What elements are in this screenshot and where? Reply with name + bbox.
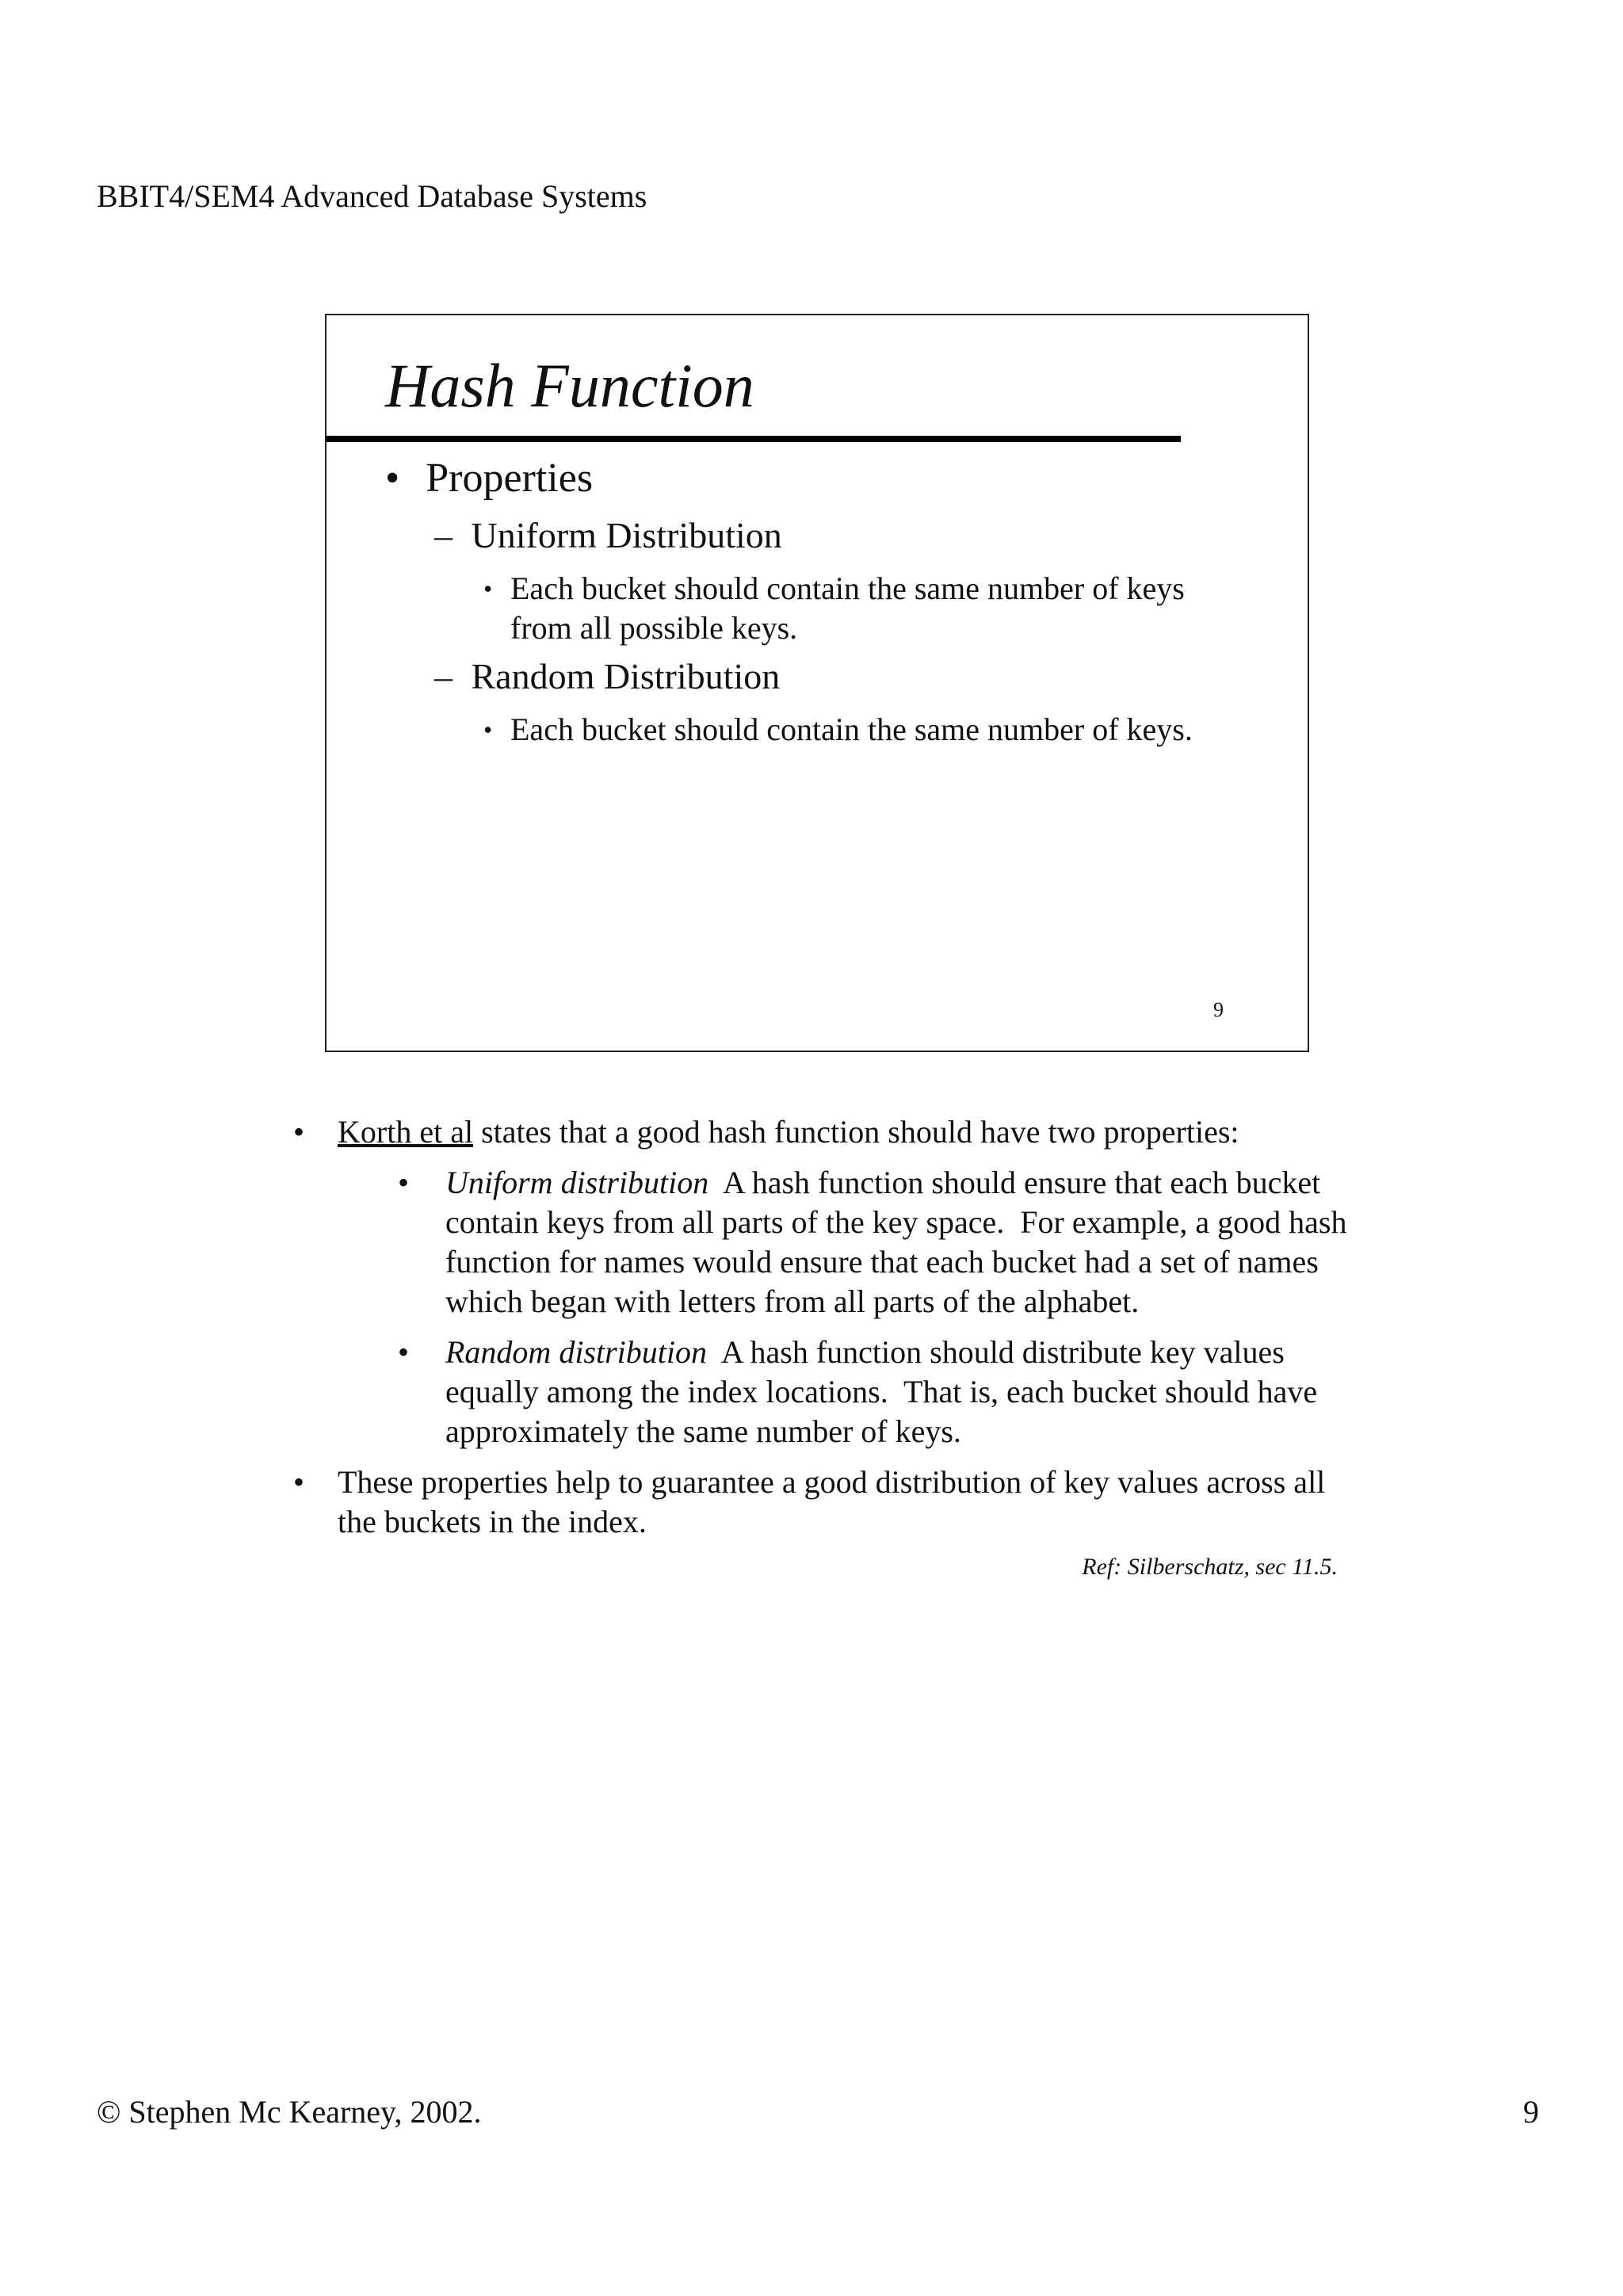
notes-item-random: [293, 1333, 1347, 1451]
lecture-notes: [293, 1112, 1355, 1583]
slide-detail-random: [483, 710, 1224, 749]
page-number: 9: [1523, 2094, 1539, 2130]
slide-bullet-properties: [385, 450, 593, 507]
copyright-footer: © Stephen Mc Kearney, 2002.: [97, 2094, 482, 2130]
item-text: A hash function should distribute key values equally among the index locations. That is, each bucket should have approximately the same number of keys.: [445, 1334, 1326, 1449]
item-text: A hash function should ensure that each bucket contain keys from all parts of the key space. For example, a good hash function for names would ensure that each bucket had a set of names which began with letters from all parts of the alphabet.: [445, 1165, 1355, 1319]
slide-number: 9: [1213, 998, 1224, 1021]
bullet-glyph: •: [398, 1334, 410, 1370]
slide-frame: [325, 314, 1309, 1052]
bullet-glyph: •: [483, 715, 493, 744]
bullet-text: Properties: [426, 456, 594, 501]
page-header: BBIT4/SEM4 Advanced Database Systems: [97, 178, 647, 214]
detail-text: Each bucket should contain the same number of keys from all possible keys.: [510, 570, 1185, 646]
slide-subheading-uniform: [434, 512, 782, 559]
korth-et-al-reference: Korth et al: [338, 1114, 474, 1150]
notes-intro: [293, 1112, 1347, 1152]
term-random-distribution: Random distribution: [445, 1334, 708, 1370]
notes-closing: [293, 1463, 1347, 1542]
slide-subheading-random: [434, 653, 780, 700]
bullet-glyph: •: [293, 1464, 305, 1500]
notes-item-uniform: [293, 1163, 1355, 1322]
slide-detail-uniform: [483, 569, 1224, 648]
intro-text: states that a good hash function should have two properties:: [473, 1114, 1239, 1150]
subheading-text: Random Distribution: [471, 656, 781, 696]
slide-title: Hash Function: [385, 351, 754, 420]
title-rule: [327, 436, 1181, 442]
bullet-glyph: •: [385, 456, 400, 501]
closing-text: These properties help to guarantee a good distribution of key values across all the buckets in the index.: [338, 1464, 1326, 1539]
bullet-glyph: •: [398, 1165, 410, 1200]
term-uniform-distribution: Uniform distribution: [445, 1165, 709, 1200]
dash-glyph: –: [434, 656, 453, 696]
bullet-glyph: •: [293, 1114, 305, 1150]
detail-text: Each bucket should contain the same number of keys.: [510, 711, 1193, 747]
reference-citation: Ref: Silberschatz, sec 11.5.: [1082, 1554, 1338, 1580]
dash-glyph: –: [434, 515, 453, 555]
bullet-glyph: •: [483, 574, 493, 603]
subheading-text: Uniform Distribution: [471, 515, 782, 555]
